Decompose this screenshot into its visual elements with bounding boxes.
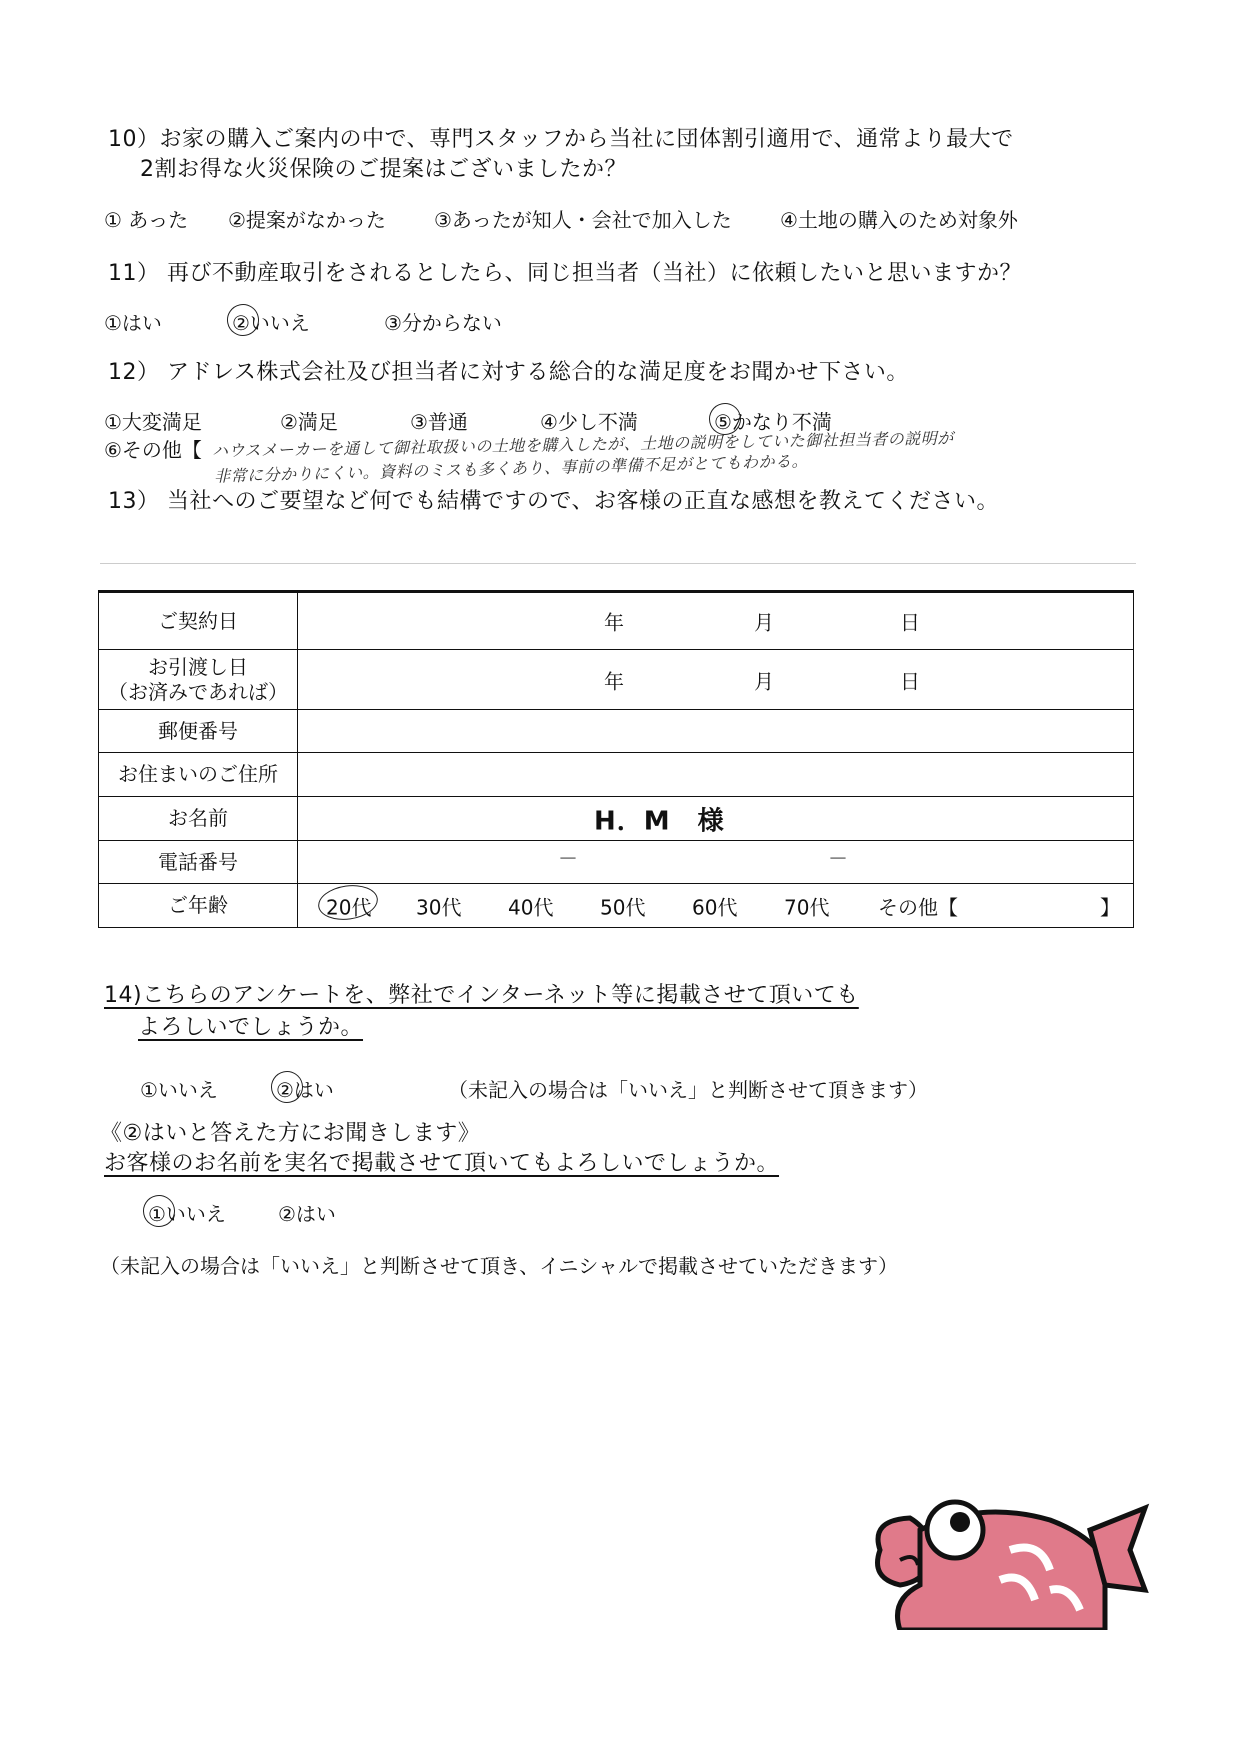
q14-option-1[interactable]: ①いいえ — [140, 1078, 218, 1102]
q12-option-4[interactable]: ④少し不満 — [540, 410, 638, 434]
table-row — [99, 650, 1134, 710]
age-option-20s[interactable] — [326, 891, 371, 920]
q10-option-4[interactable]: ④土地の購入のため対象外 — [780, 208, 1018, 232]
table-row — [99, 841, 1134, 884]
q11-question: 11） 再び不動産取引をされるとしたら、同じ担当者（当社）に依頼したいと思いますか？ — [108, 261, 1022, 286]
q14-follow-options — [148, 1198, 448, 1226]
q10-options — [104, 204, 1104, 232]
q12-question: 12） アドレス株式会社及び担当者に対する総合的な満足度をお聞かせ下さい。 — [108, 360, 909, 385]
table-row — [99, 592, 1134, 650]
q10-option-2[interactable]: ②提案がなかった — [228, 208, 386, 232]
q14-follow-option-2[interactable]: ②はい — [278, 1202, 336, 1226]
q10-option-3[interactable]: ③あったが知人・会社で加入した — [434, 208, 732, 232]
day-label: 日 — [900, 669, 920, 693]
q14-line2: よろしいでしょうか。 — [138, 1015, 364, 1040]
q14-line1: 14)こちらのアンケートを、弊社でインターネット等に掲載させて頂いても — [104, 983, 859, 1008]
q13-question: 13） 当社へのご要望など何でも結構ですので、お客様の正直な感想を教えてください。 — [108, 489, 1000, 514]
month-label: 月 — [754, 610, 774, 635]
age-option-60s[interactable]: 60代 — [692, 895, 738, 919]
q14-follow-option-1[interactable] — [148, 1198, 226, 1227]
name-value: H．M 様 — [594, 806, 725, 836]
postal-code-label: 郵便番号 — [99, 710, 298, 753]
contract-date-field[interactable] — [298, 592, 1134, 650]
q14-option-2[interactable] — [276, 1074, 334, 1103]
q12-option-5-label: ⑤かなり不満 — [714, 410, 832, 434]
q12-handwriting-line1: ハウスメーカーを通して御社取扱いの土地を購入したが、土地の説明をしていた御社担当者の説明が — [211, 428, 954, 461]
table-row — [99, 884, 1134, 928]
q14-follow-up-heading: 《②はいと答えた方にお聞きします》 — [100, 1121, 481, 1146]
age-option-30s[interactable]: 30代 — [416, 895, 462, 919]
table-row — [99, 753, 1134, 797]
table-row — [99, 797, 1134, 841]
q12-other-label: ⑥その他【 — [104, 438, 202, 462]
q10-line2: 2割お得な火災保険のご提案はございましたか？ — [140, 157, 627, 182]
age-option-50s[interactable]: 50代 — [600, 895, 646, 919]
q11-options — [104, 307, 704, 335]
age-option-other[interactable]: その他【 — [878, 895, 958, 919]
q14-note: （未記入の場合は「いいえ」と判断させて頂きます） — [448, 1078, 928, 1102]
age-option-70s[interactable]: 70代 — [784, 895, 830, 919]
q12-option-1[interactable]: ①大変満足 — [104, 410, 202, 434]
name-field[interactable] — [298, 797, 1134, 841]
handover-label-line2: （お済みであれば） — [108, 679, 288, 704]
handover-date-field[interactable] — [298, 650, 1134, 710]
phone-field[interactable] — [298, 841, 1134, 884]
q10-line1: 10）お家の購入ご案内の中で、専門スタッフから当社に団体割引適用で、通常より最大で — [108, 127, 1014, 152]
q12-option-3[interactable]: ③普通 — [410, 410, 468, 434]
age-option-other-close: 】 — [1100, 895, 1120, 919]
q11-option-2-label: ②いいえ — [232, 311, 310, 335]
handover-date-label — [99, 650, 298, 710]
q11-option-3[interactable]: ③分からない — [384, 311, 502, 335]
month-label: 月 — [754, 669, 774, 693]
q14-options — [140, 1074, 960, 1102]
age-field[interactable] — [298, 884, 1134, 928]
q14-follow-option-1-label: ①いいえ — [148, 1202, 226, 1226]
q14-follow-note: （未記入の場合は「いいえ」と判断させて頂き、イニシャルで掲載させていただきます） — [100, 1254, 898, 1278]
q14-follow-up-question: お客様のお名前を実名で掲載させて頂いてもよろしいでしょうか。 — [104, 1151, 780, 1176]
q11-option-2[interactable] — [232, 307, 310, 336]
contract-date-label: ご契約日 — [99, 592, 298, 650]
phone-label: 電話番号 — [99, 841, 298, 884]
q14-option-2-label: ②はい — [276, 1078, 334, 1102]
age-option-40s[interactable]: 40代 — [508, 895, 554, 919]
postal-code-field[interactable] — [298, 710, 1134, 753]
customer-info-table — [98, 590, 1134, 928]
address-field[interactable] — [298, 753, 1134, 797]
year-label: 年 — [604, 610, 624, 635]
year-label: 年 — [604, 669, 624, 693]
age-option-label: 20代 — [326, 895, 372, 919]
handover-label-line1: お引渡し日 — [148, 654, 248, 679]
q12-handwriting-line2: 非常に分かりにくい。資料のミスも多くあり、事前の準備不足がとてもわかる。 — [213, 451, 809, 486]
q12-option-2[interactable]: ②満足 — [280, 410, 338, 434]
phone-dash-2: － — [828, 846, 848, 871]
address-label: お住まいのご住所 — [99, 753, 298, 797]
day-label: 日 — [900, 610, 920, 635]
age-label: ご年齢 — [99, 884, 298, 928]
phone-dash-1: － — [558, 846, 578, 871]
table-row — [99, 710, 1134, 753]
name-label: お名前 — [99, 797, 298, 841]
divider-line — [100, 563, 1136, 564]
q11-option-1[interactable]: ①はい — [104, 311, 162, 335]
q10-option-1[interactable]: ① あった — [104, 208, 189, 232]
fish-mascot-icon — [860, 1490, 1150, 1630]
